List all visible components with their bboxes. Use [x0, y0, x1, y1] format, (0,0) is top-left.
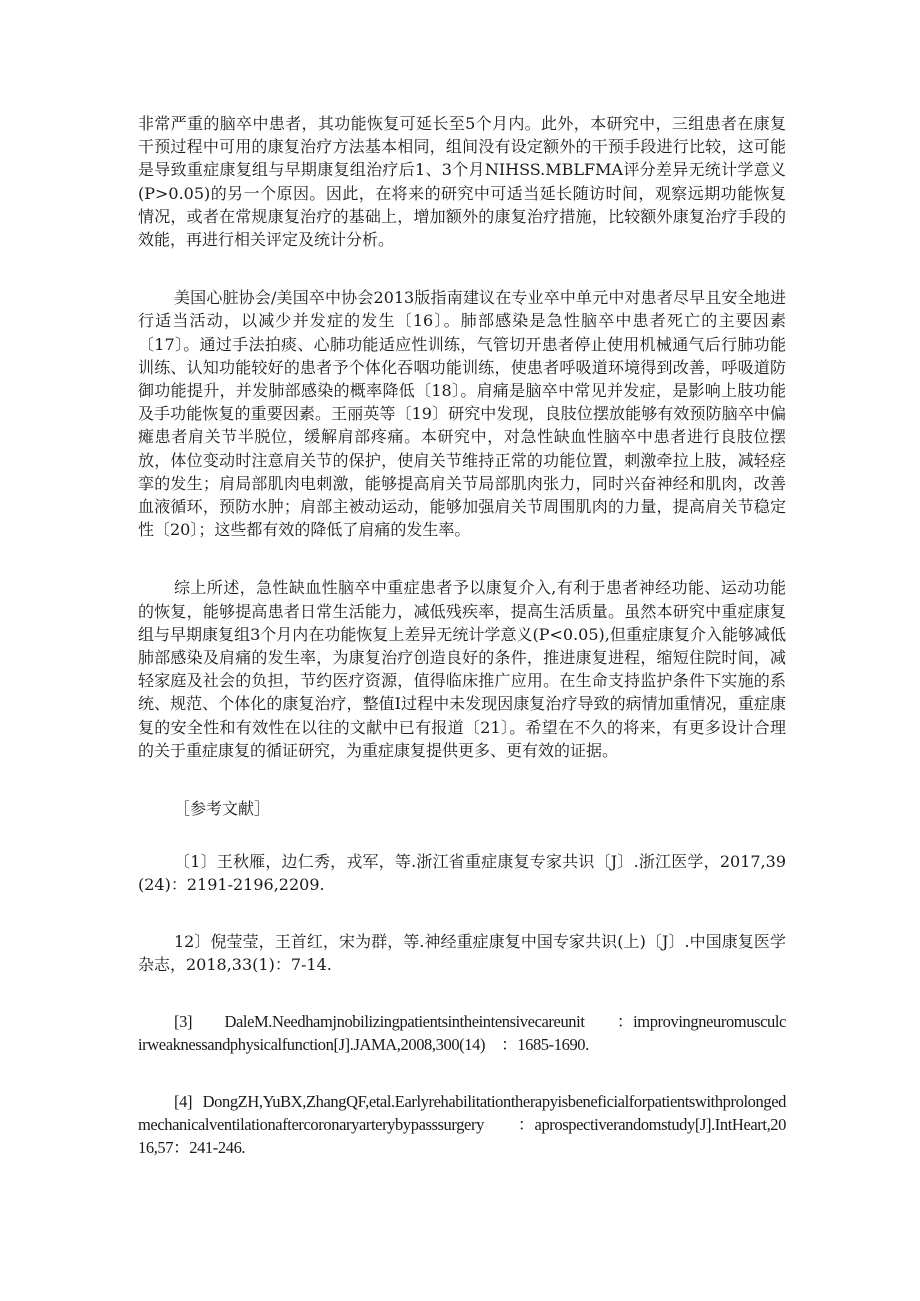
references-heading: ［参考文献］ [174, 799, 271, 819]
reference-item-3: [3] DaleM.Needhamjnobilizingpatientsintheintensivecareunit ：improvingneuromusculcirweaknessandphysicalfunction[J].JAMA,2008,300(14) ：1685-1690. [138, 1012, 786, 1055]
paragraph-discussion-continued: 非常严重的脑卒中患者，其功能恢复可延长至5个月内。此外，本研究中，三组患者在康复干预过程中可用的康复治疗方法基本相同，组间没有设定额外的干预手段进行比较，这可能是导致重症康复组与早期康复组治疗后1、3个月NIHSS.MBLFMA评分差异无统计学意义(P>0.05)的另一个原因。因此，在将来的研究中可适当延长随访时间，观察远期功能恢复情况，或者在常规康复治疗的基础上，增加额外的康复治疗措施，比较额外康复治疗手段的效能，再进行相关评定及统计分析。 [138, 114, 786, 250]
paragraph-conclusion: 综上所述，急性缺血性脑卒中重症患者予以康复介入,有利于患者神经功能、运动功能的恢复，能够提高患者日常生活能力，减低残疾率，提高生活质量。虽然本研究中重症康复组与早期康复组3个月内在功能恢复上差异无统计学意义(P<0.05),但重症康复介入能够减低肺部感染及肩痛的发生率，为康复治疗创造良好的条件，推进康复进程，缩短住院时间，减轻家庭及社会的负担，节约医疗资源，值得临床推广应用。在生命支持监护条件下实施的系统、规范、个体化的康复治疗，整值I过程中未发现因康复治疗导致的病情加重情况，重症康复的安全性和有效性在以往的文献中已有报道〔21〕。希望在不久的将来，有更多设计合理的关于重症康复的循证研究，为重症康复提供更多、更有效的证据。 [138, 578, 786, 760]
document-page [138, 112, 786, 1193]
reference-item-2: 12〕倪莹莹，王首红，宋为群，等.神经重症康复中国专家共识(上)〔J〕.中国康复医学杂志，2018,33(1)：7-14. [138, 932, 786, 975]
reference-item-4: [4] DongZH,YuBX,ZhangQF,etal.Earlyrehabilitationtherapyisbeneficialforpatientswithprolongedmechanicalventilationaftercoronaryarterybypasssurgery ：aprospectiverandomstudy[J].IntHeart,2016,57：241-246. [138, 1092, 786, 1158]
reference-item-1: 〔1〕王秋雁，边仁秀，戎军，等.浙江省重症康复专家共识〔J〕.浙江医学，2017,39(24)：2191-2196,2209. [138, 852, 786, 895]
paragraph-complications: 美国心脏协会/美国卒中协会2013版指南建议在专业卒中单元中对患者尽早且安全地进行适当活动，以减少并发症的发生〔16〕。肺部感染是急性脑卒中患者死亡的主要因素〔17〕。通过手法拍痰、心肺功能适应性训练，气管切开患者停止使用机械通气后行肺功能训练、认知功能较好的患者予个体化吞咽功能训练，使患者呼吸道环境得到改善，呼吸道防御功能提升，并发肺部感染的概率降低〔18〕。肩痛是脑卒中常见并发症，是影响上肢功能及手功能恢复的重要因素。王丽英等〔19〕研究中发现，良肢位摆放能够有效预防脑卒中偏瘫患者肩关节半脱位，缓解肩部疼痛。本研究中，对急性缺血性脑卒中患者进行良肢位摆放，体位变动时注意肩关节的保护，使肩关节维持正常的功能位置，刺激牵拉上肢，减轻痉挛的发生；肩局部肌肉电刺激，能够提高肩关节局部肌肉张力，同时兴奋神经和肌肉，改善血液循环，预防水肿；肩部主被动运动，能够加强肩关节周围肌肉的力量，提高肩关节稳定性〔20〕；这些都有效的降低了肩痛的发生率。 [138, 288, 786, 540]
